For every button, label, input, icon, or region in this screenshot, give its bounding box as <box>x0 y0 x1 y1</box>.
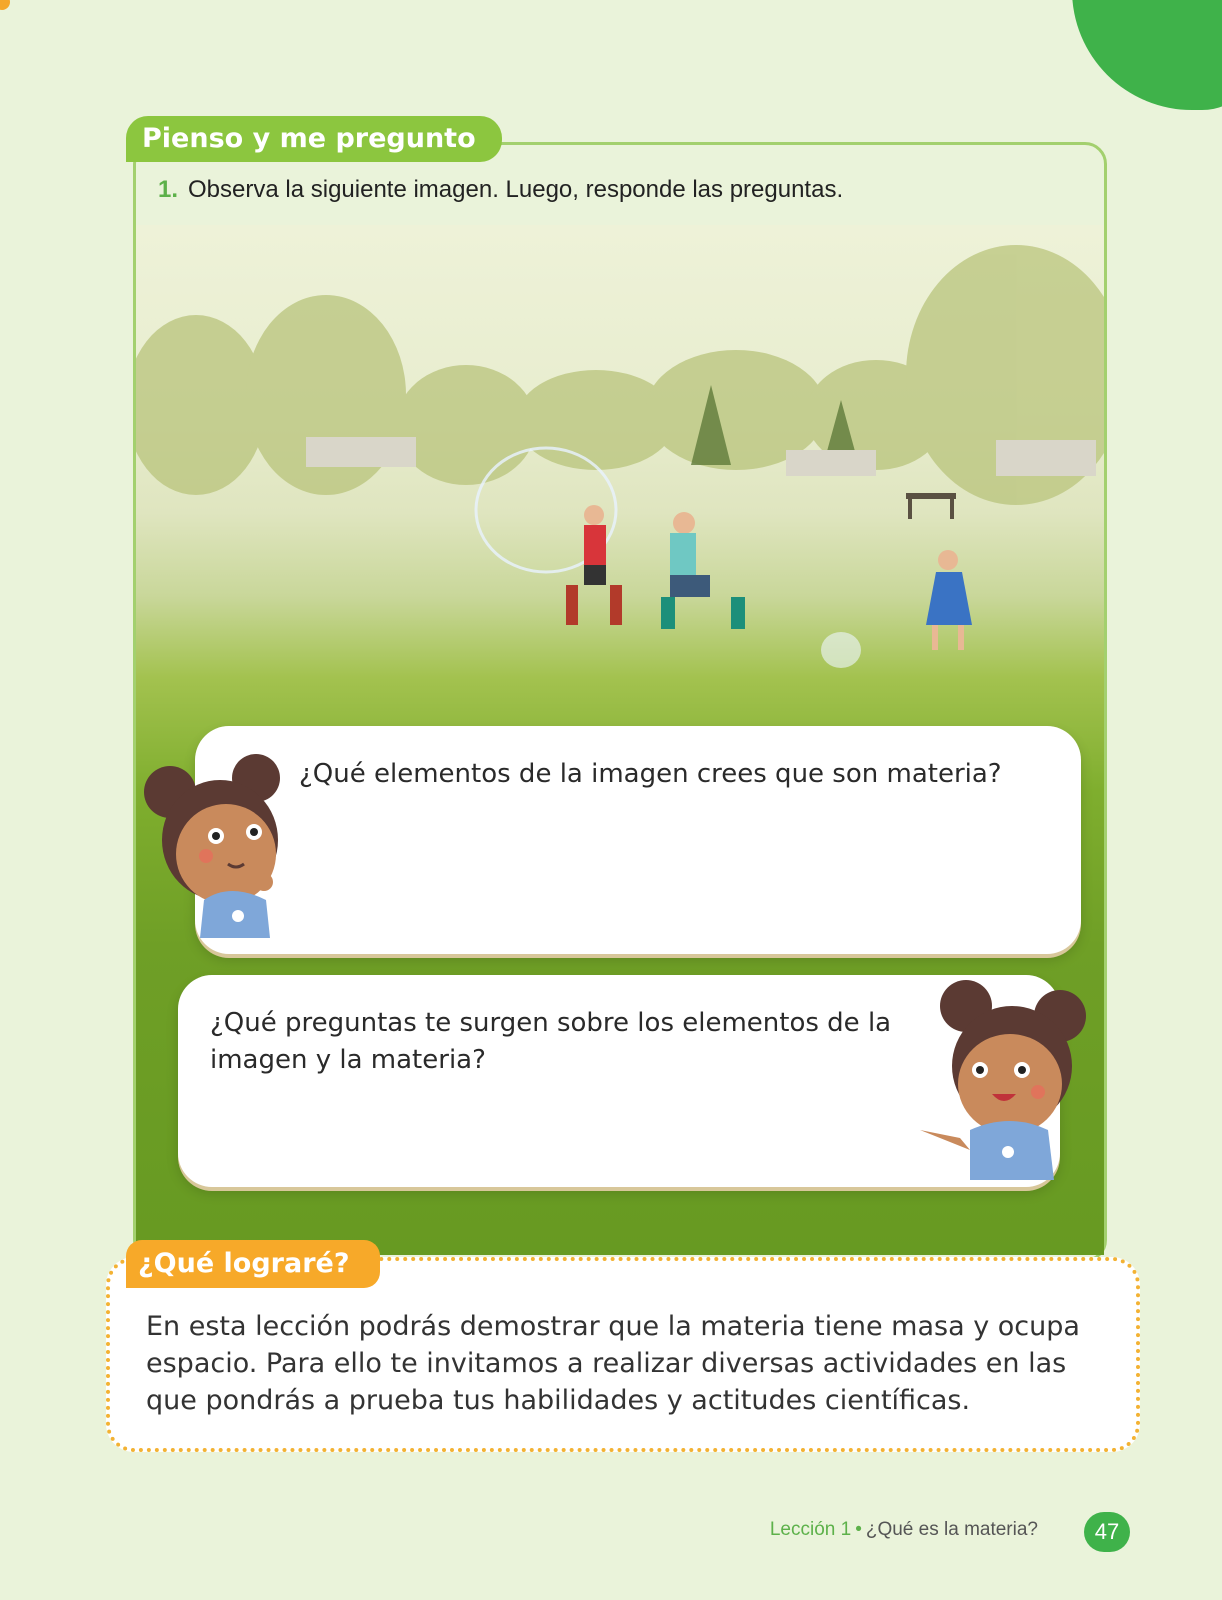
girl-character-thinking <box>140 752 290 938</box>
page-number: 47 <box>1084 1512 1130 1552</box>
instruction-text: Observa la siguiente imagen. Luego, responde las preguntas. <box>188 176 844 203</box>
section-title-tab: Pienso y me pregunto <box>126 116 502 162</box>
instruction-number: 1. <box>158 176 179 203</box>
goal-title-tab: ¿Qué lograré? <box>126 1240 380 1288</box>
question-bubble-1[interactable] <box>195 726 1081 954</box>
footer-lesson: Lección 1 <box>769 1519 852 1540</box>
footer-topic: ¿Qué es la materia? <box>865 1519 1038 1540</box>
footer-separator: • <box>855 1519 862 1540</box>
footer <box>770 1519 1038 1541</box>
corner-dot-decoration <box>0 0 10 10</box>
question-2-text: ¿Qué preguntas te surgen sobre los elementos de la imagen y la materia? <box>210 1008 892 1075</box>
corner-decoration <box>1072 0 1222 110</box>
question-1-text: ¿Qué elementos de la imagen crees que son materia? <box>299 759 1002 789</box>
girl-character-talking <box>920 980 1100 1180</box>
instruction <box>158 176 843 204</box>
goal-text: En esta lección podrás demostrar que la materia tiene masa y ocupa espacio. Para ello te invitamos a realizar diversas actividades en las que pondrás a prueba tus habilidades y actitudes científicas. <box>146 1311 1080 1416</box>
